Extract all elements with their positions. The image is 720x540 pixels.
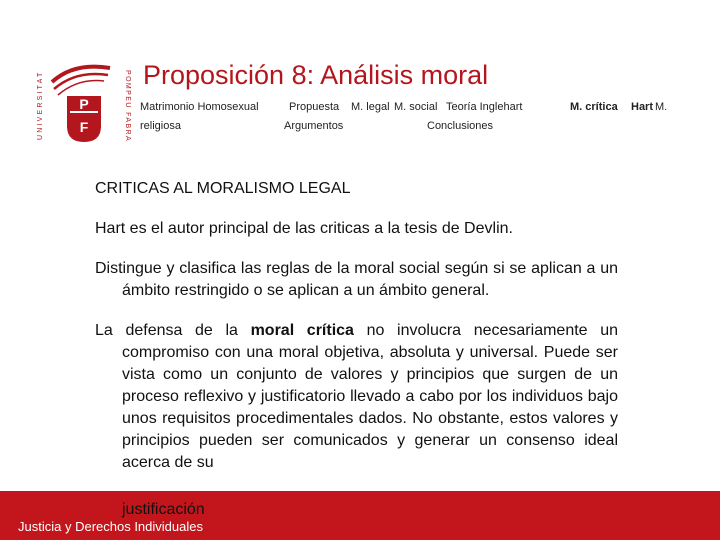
slide-title: Proposición 8: Análisis moral [143, 60, 489, 90]
paragraph-overflow-text: justificación [122, 501, 205, 518]
nav-item-matrimonio-homosexual[interactable]: Matrimonio Homosexual [140, 101, 259, 113]
paragraph-classification: Distingue y clasifica las reglas de la moral social según si se aplican a un ámbito restringido o se aplican a un ámbito general. [95, 260, 618, 299]
logo-right-text: POMPEU FABRA [124, 70, 131, 143]
nav-item-m-legal[interactable]: M. legal [351, 101, 390, 113]
nav-item-hart[interactable]: Hart [631, 101, 654, 113]
section-nav [140, 101, 705, 137]
nav-item-m[interactable]: M. [655, 101, 668, 113]
paragraph-critical-body: no involucra necesariamente un compromiso con una moral objetiva, absoluta y universal. Puede ser vista como un conjunto de valores y principios que surgen de un proceso reflexivo y justificatorio llevado a cabo por los individuos bajo unos requisitos procedimentales dados. No obstante, estos valores y principios pueden ser comunicados y generar un consenso ideal acerca de su [122, 322, 618, 471]
footer-course-title: Justicia y Derechos Individuales [18, 519, 203, 534]
nav-item-teoria-inglehart[interactable]: Teoría Inglehart [446, 101, 523, 113]
section-heading: CRITICAS AL MORALISMO LEGAL [95, 180, 351, 197]
nav-item-religiosa[interactable]: religiosa [140, 120, 181, 132]
logo-left-text: UNIVERSITAT [37, 70, 44, 140]
logo-mark-top: P [79, 96, 89, 112]
paragraph-hart-author: Hart es el autor principal de las criticas a la tesis de Devlin. [95, 220, 513, 237]
paragraph-critical-morality [95, 320, 618, 474]
nav-item-conclusiones[interactable]: Conclusiones [427, 120, 494, 132]
upf-logo [34, 56, 134, 152]
paragraph-critical-prefix: La defensa de la [95, 322, 251, 339]
nav-item-m-critica[interactable]: M. crítica [570, 101, 618, 113]
logo-mark-bottom: F [79, 119, 89, 135]
nav-item-m-social[interactable]: M. social [394, 101, 438, 113]
nav-item-propuesta[interactable]: Propuesta [289, 101, 340, 113]
moral-critica-emphasis: moral crítica [250, 322, 354, 339]
nav-item-argumentos[interactable]: Argumentos [284, 120, 344, 132]
slide-content [95, 178, 618, 492]
